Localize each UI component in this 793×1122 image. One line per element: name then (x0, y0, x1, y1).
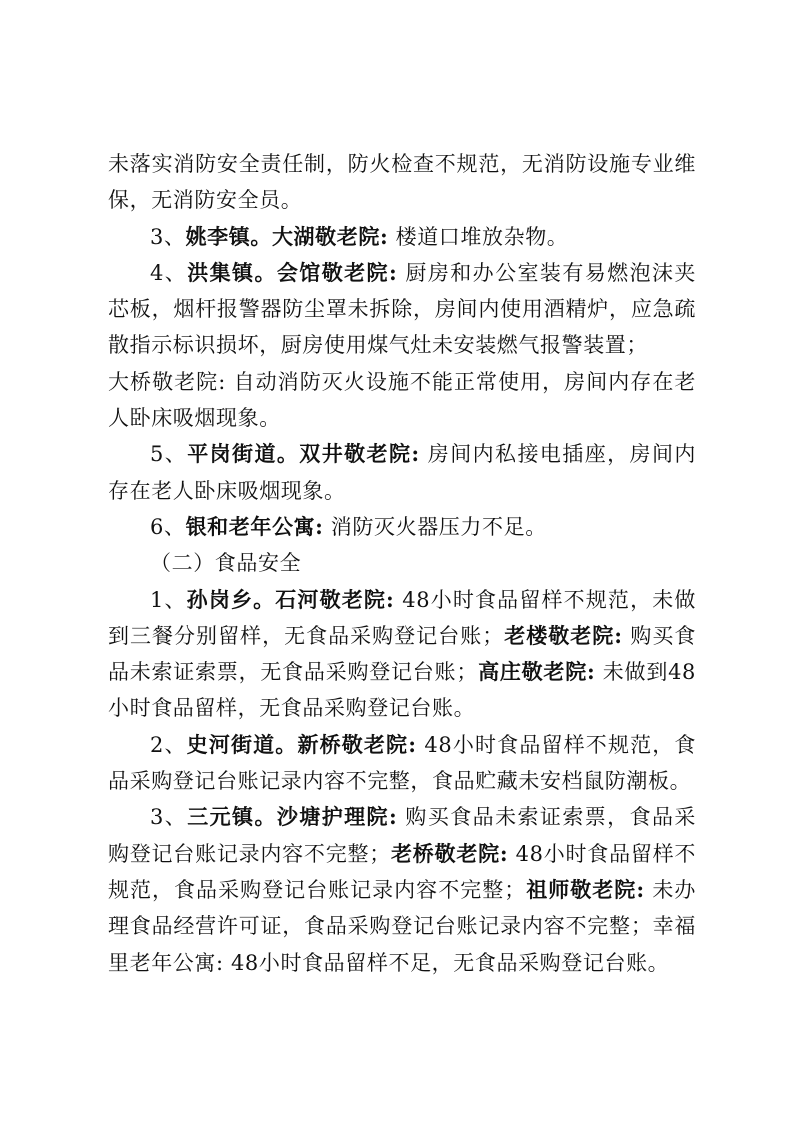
paragraph (108, 255, 696, 364)
paragraph-text: 未落实消防安全责任制，防火检查不规范，无消防设施专业维保，无消防安全员。 (108, 152, 696, 213)
paragraph-text: 48小时食品留样不规范，未做到三餐分别留样，无食品采购登记台账； (108, 587, 696, 648)
bold-heading-text: 平岗街道。双井敬老院: (187, 441, 420, 467)
bold-heading-text: 老桥敬老院: (390, 840, 509, 866)
paragraph-text: 4、 (150, 260, 188, 285)
bold-heading-text: 孙岗乡。石河敬老院: (186, 586, 395, 612)
bold-heading-text: 银和老年公寓: (185, 513, 324, 539)
bold-heading-text: 三元镇。沙塘护理院: (187, 804, 398, 830)
paragraph (108, 727, 696, 800)
document-body (108, 146, 696, 981)
paragraph (108, 146, 696, 219)
paragraph-text: 48小时食品留样不规范，食品采购登记台账记录内容不完整； (108, 841, 696, 902)
paragraph (108, 799, 696, 980)
paragraph-text: 1、 (150, 587, 187, 612)
paragraph-text: 房间内私接电插座，房间内存在老人卧床吸烟现象。 (108, 442, 696, 503)
paragraph-text: （二）食品安全 (150, 551, 302, 576)
paragraph-text: 3、 (150, 805, 188, 830)
bold-heading-text: 祖师敬老院: (525, 876, 645, 902)
paragraph-text: 5、 (150, 442, 188, 467)
bold-heading-text: 高庄敬老院: (477, 659, 596, 685)
paragraph (108, 436, 696, 509)
bold-heading-text: 洪集镇。会馆敬老院: (187, 259, 398, 285)
paragraph-text: 2、 (150, 732, 187, 757)
paragraph (108, 545, 696, 581)
paragraph-text: 6、 (150, 514, 186, 539)
paragraph-text: 厨房和办公室装有易燃泡沫夹芯板，烟杆报警器防尘罩未拆除，房间内使用酒精炉，应急疏散指示标识损坏，厨房使用煤气灶未安装燃气报警装置； (108, 260, 696, 358)
paragraph-text: 未办理食品经营许可证，食品采购登记台账记录内容不完整；幸福里老年公寓: 48小时食品留样不足，无食品采购登记台账。 (108, 877, 696, 975)
paragraph (108, 509, 696, 545)
paragraph-text: 未做到48小时食品留样，无食品采购登记台账。 (108, 660, 697, 721)
paragraph-text: 消防灭火器压力不足。 (323, 514, 547, 539)
paragraph-text: 3、 (150, 224, 186, 249)
paragraph-text: 购买食品未索证索票，无食品采购登记台账； (108, 623, 696, 685)
paragraph-text: 购买食品未索证索票，食品采购登记台账记录内容不完整； (108, 805, 696, 866)
paragraph-text: 楼道口堆放杂物。 (388, 224, 569, 249)
paragraph (108, 582, 696, 727)
bold-heading-text: 姚李镇。大湖敬老院: (185, 223, 389, 249)
paragraph (108, 364, 696, 437)
paragraph-text: 48小时食品留样不规范，食品采购登记台账记录内容不完整，食品贮藏未安档鼠防潮板。 (108, 732, 696, 794)
bold-heading-text: 老楼敬老院: (503, 622, 623, 648)
paragraph (108, 219, 696, 255)
paragraph-text: 大桥敬老院: 自动消防灭火设施不能正常使用，房间内存在老人卧床吸烟现象。 (108, 369, 696, 431)
bold-heading-text: 史河街道。新桥敬老院: (186, 731, 417, 757)
